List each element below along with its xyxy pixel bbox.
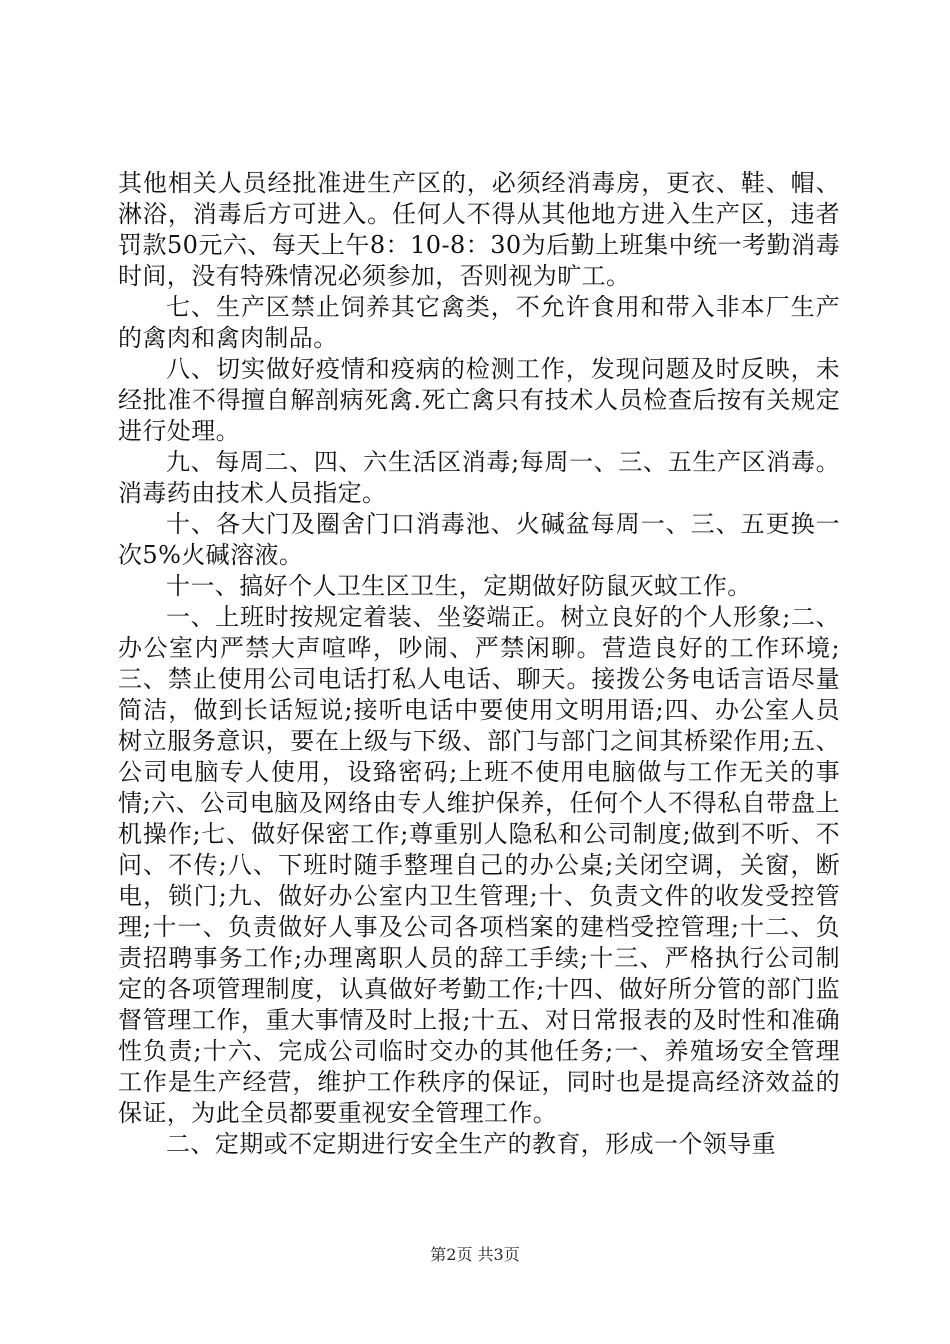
paragraph-3: 八、切实做好疫情和疫病的检测工作，发现问题及时反映，未经批准不得擅自解剖病死禽.死亡禽只有技术人员检查后按有关规定进行处理。	[118, 355, 840, 445]
page-number-footer: 第2页 共3页	[430, 1245, 520, 1264]
paragraph-5: 十、各大门及圈舍门口消毒池、火碱盆每周一、三、五更换一次5%火碱溶液。	[118, 510, 840, 569]
paragraph-7: 一、上班时按规定着装、坐姿端正。树立良好的个人形象;二、办公室内严禁大声喧哗，吵闹、严禁闲聊。营造良好的工作环境;三、禁止使用公司电话打私人电话、聊天。接拨公务电话言语尽量简洁，做到长话短说;接听电话中要使用文明用语;四、办公室人员树立服务意识，要在上级与下级、部门与部门之间其桥梁作用;五、公司电脑专人使用，设臵密码;上班不使用电脑做与工作无关的事情;六、公司电脑及网络由专人维护保养，任何个人不得私自带盘上机操作;七、做好保密工作;尊重别人隐私和公司制度;做到不听、不问、不传;八、下班时随手整理自己的办公桌;关闭空调，关窗，断电，锁门;九、做好办公室内卫生管理;十、负责文件的收发受控管理;十一、负责做好人事及公司各项档案的建档受控管理;十二、负责招聘事务工作;办理离职人员的辞工手续;十三、严格执行公司制定的各项管理制度，认真做好考勤工作;十四、做好所分管的部门监督管理工作，重大事情及时上报;十五、对日常报表的及时性和准确性负责;十六、完成公司临时交办的其他任务;一、养殖场安全管理工作是生产经营，维护工作秩序的保证，同时也是提高经济效益的保证，为此全员都要重视安全管理工作。	[118, 603, 840, 1127]
paragraph-2: 七、生产区禁止饲养其它禽类，不允许食用和带入非本厂生产的禽肉和禽肉制品。	[118, 293, 840, 352]
paragraph-1: 其他相关人员经批准进生产区的，必须经消毒房，更衣、鞋、帽、淋浴，消毒后方可进入。任何人不得从其他地方进入生产区，违者罚款50元六、每天上午8：10-8：30为后勤上班集中统一考勤消毒时间，没有特殊情况必须参加，否则视为旷工。	[118, 169, 840, 290]
paragraph-4: 九、每周二、四、六生活区消毒;每周一、三、五生产区消毒。消毒药由技术人员指定。	[118, 448, 840, 507]
paragraph-6: 十一、搞好个人卫生区卫生，定期做好防鼠灭蚊工作。	[166, 572, 752, 600]
document-body	[118, 168, 840, 1160]
paragraph-8: 二、定期或不定期进行安全生产的教育，形成一个领导重	[166, 1130, 776, 1158]
